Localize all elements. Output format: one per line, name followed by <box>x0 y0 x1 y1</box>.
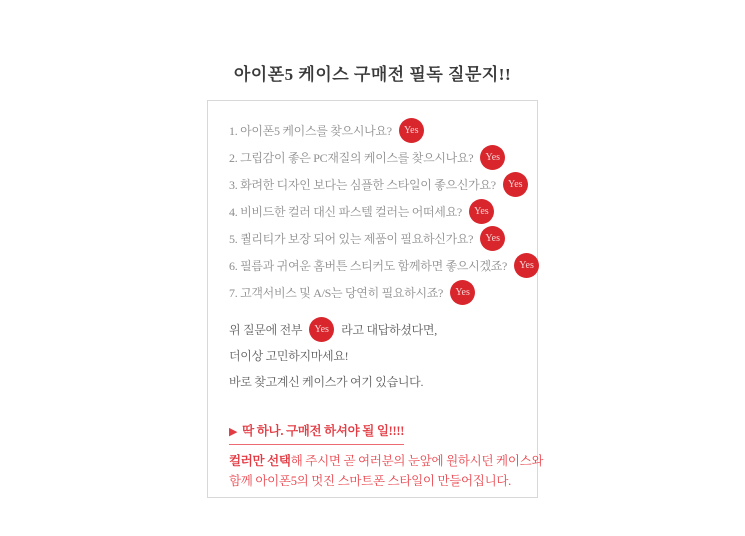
conclusion-line: 더이상 고민하지마세요! <box>229 348 349 363</box>
answer-line <box>229 316 523 342</box>
yes-badge: Yes <box>514 253 539 278</box>
promo-body-bold: 컬러만 선택 <box>229 454 291 468</box>
yes-badge: Yes <box>450 280 475 305</box>
question-item <box>229 171 523 198</box>
question-item <box>229 198 523 225</box>
yes-badge: Yes <box>469 199 494 224</box>
promo-body <box>229 451 544 491</box>
question-item <box>229 279 523 306</box>
question-text: 5. 퀄리티가 보장 되어 있는 제품이 필요하신가요? <box>229 232 474 246</box>
page-title: 아이폰5 케이스 구매전 필독 질문지!! <box>233 65 512 84</box>
question-text: 3. 화려한 디자인 보다는 심플한 스타일이 좋으신가요? <box>229 178 496 192</box>
promo-body-line1: 해 주시면 곧 여러분의 눈앞에 원하시던 케이스와 <box>290 454 544 468</box>
question-text: 6. 필름과 귀여운 홈버튼 스티커도 함께하면 좋으시겠죠? <box>229 259 508 273</box>
questionnaire-panel <box>207 100 544 498</box>
yes-badge: Yes <box>503 172 528 197</box>
conclusion-line: 바로 찾고계신 케이스가 여기 있습니다. <box>229 374 424 389</box>
question-list <box>229 117 534 306</box>
question-text: 2. 그립감이 좋은 PC재질의 케이스를 찾으시나요? <box>229 151 474 165</box>
yes-badge: Yes <box>399 118 424 143</box>
question-item <box>229 252 534 279</box>
question-text: 4. 비비드한 컬러 대신 파스텔 컬러는 어떠세요? <box>229 205 462 219</box>
promo-heading-text: 딱 하나. 구매전 하셔야 될 일!!!! <box>242 424 405 438</box>
question-item <box>229 225 523 252</box>
yes-badge: Yes <box>309 317 334 342</box>
question-item <box>229 144 523 171</box>
answer-suffix: 라고 대답하셨다면, <box>341 322 437 337</box>
promo-section <box>229 421 544 491</box>
yes-badge: Yes <box>480 226 505 251</box>
yes-badge: Yes <box>480 145 505 170</box>
question-text: 1. 아이폰5 케이스를 찾으시나요? <box>229 124 392 138</box>
promo-heading <box>229 421 404 445</box>
question-text: 7. 고객서비스 및 A/S는 당연히 필요하시죠? <box>229 286 444 300</box>
question-item <box>229 117 523 144</box>
arrow-right-icon: ▶ <box>229 426 238 438</box>
answer-prefix: 위 질문에 전부 <box>229 322 303 337</box>
promo-body-line2: 함께 아이폰5의 멋진 스마트폰 스타일이 만들어집니다. <box>229 474 511 488</box>
conclusion-section <box>229 316 523 394</box>
